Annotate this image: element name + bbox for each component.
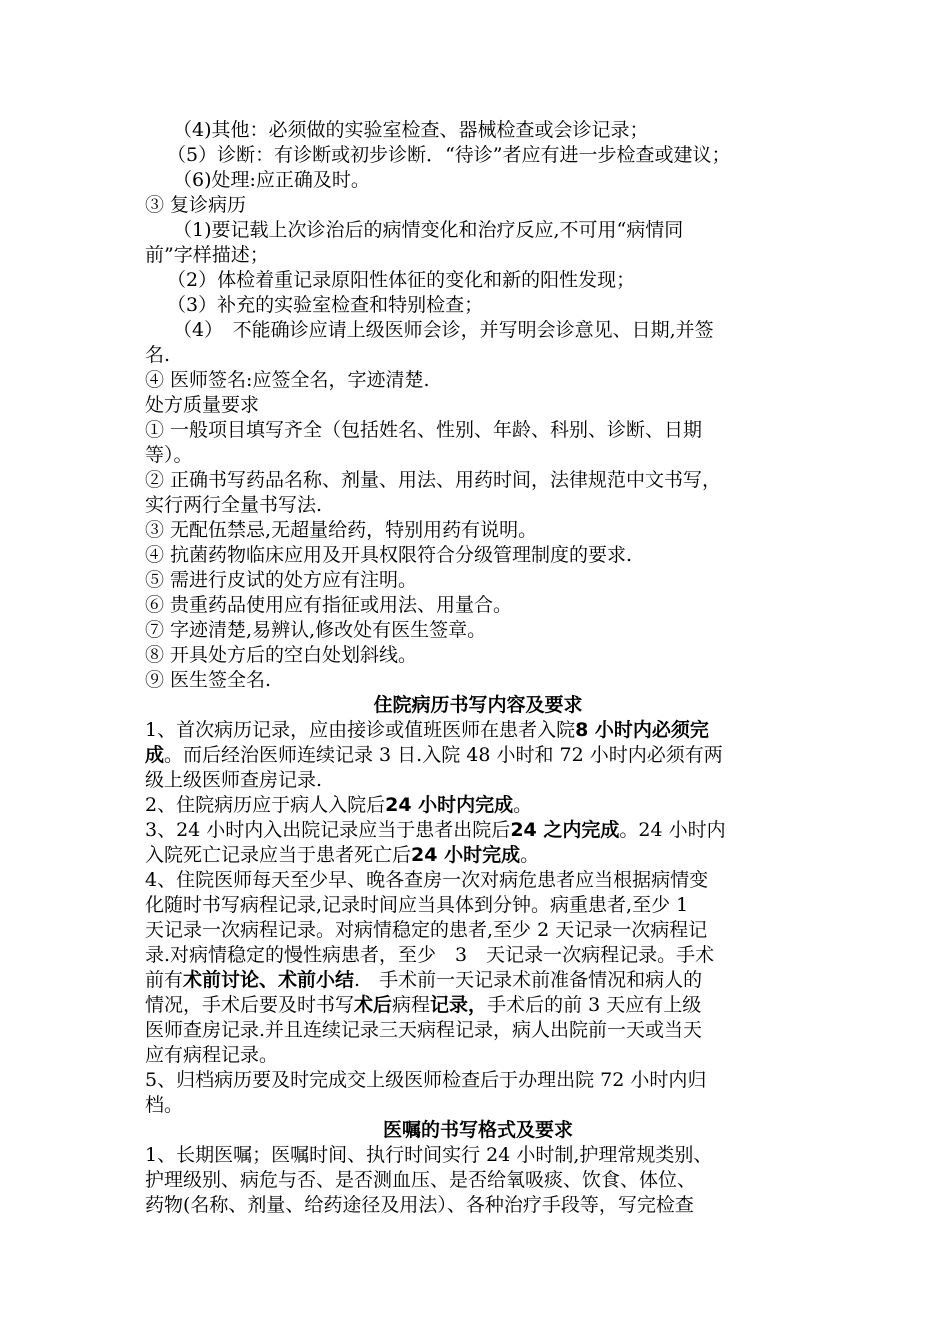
text-line: 级上级医师查房记录. <box>145 769 323 791</box>
text-line: ⑦ 字迹清楚,易辨认,修改处有医生签章。 <box>145 619 487 641</box>
text-line: 天记录一次病程记录。对病情稳定的患者,至少 2 天记录一次病程记 <box>145 919 708 941</box>
text-line: 护理级别、病危与否、是否测血压、是否给氧吸痰、饮食、体位、 <box>145 1169 697 1191</box>
text-line: ⑧ 开具处方后的空白处划斜线。 <box>145 644 418 666</box>
text-line: 应有病程记录。 <box>145 1044 279 1066</box>
section-title: 医嘱的书写格式及要求 <box>382 1119 573 1141</box>
bold-text: 术前讨论、术前小结 <box>183 969 355 991</box>
text-span: 情况，手术后要及时书写 <box>145 994 355 1016</box>
text-line <box>145 818 811 843</box>
text-line: （3）补充的实验室检查和特别检查； <box>167 294 484 316</box>
text-span: 入院死亡记录应当于患者死亡后 <box>145 844 412 866</box>
bold-text: 24 小时完成 <box>411 844 521 866</box>
section-title: 住院病历书写内容及要求 <box>373 694 583 716</box>
text-span: 病程 <box>392 994 431 1016</box>
text-line: 档。 <box>145 1094 184 1116</box>
bold-text: 术后 <box>354 994 393 1016</box>
text-line: 录.对病情稳定的慢性病患者，至少 3 天记录一次病程记录。手术 <box>145 944 715 966</box>
text-line: 处方质量要求 <box>145 394 260 416</box>
text-span: 1、首次病历记录，应由接诊或值班医师在患者入院 <box>145 719 576 741</box>
text-line: （1)要记载上次诊治后的病情变化和治疗反应,不可用“病情同 <box>173 219 684 241</box>
text-span: 3、24 小时内入出院记录应当于患者出院后 <box>145 819 511 841</box>
text-line: ③ 无配伍禁忌,无超量给药，特别用药有说明。 <box>145 519 538 541</box>
text-line: ④ 抗菌药物临床应用及开具权限符合分级管理制度的要求. <box>145 544 633 566</box>
bold-text: 24 小时内完成 <box>385 794 514 816</box>
text-line: ⑤ 需进行皮试的处方应有注明。 <box>145 569 418 591</box>
text-span: 2、住院病历应于病人入院后 <box>145 794 386 816</box>
document-page <box>145 118 811 1218</box>
text-span: 。24 小时内 <box>619 819 726 841</box>
text-line: 前”字样描述； <box>145 244 269 266</box>
text-line: （6)处理:应正确及时。 <box>173 169 370 191</box>
text-line: 等）。 <box>145 444 193 466</box>
text-line: 名. <box>145 344 171 366</box>
text-line: （2）体检着重记录原阳性体征的变化和新的阳性发现； <box>167 269 636 291</box>
text-line: 实行两行全量书写法. <box>145 494 323 516</box>
bold-text: 记录， <box>430 994 488 1016</box>
text-line <box>145 793 811 818</box>
text-line <box>145 718 811 743</box>
text-line: （4)其他：必须做的实验室检查、器械检查或会诊记录； <box>173 119 649 141</box>
text-span: 。 <box>513 794 533 816</box>
text-line: ① 一般项目填写齐全（包括姓名、性别、年龄、科别、诊断、日期 <box>145 419 703 441</box>
text-span: . 手术前一天记录术前准备情况和病人的 <box>354 969 703 991</box>
text-line <box>145 743 811 768</box>
text-line: ④ 医师签名:应签全名，字迹清楚. <box>145 369 430 391</box>
text-line: ⑨ 医生签全名. <box>145 669 272 691</box>
text-line: ② 正确书写药品名称、剂量、用法、用药时间，法律规范中文书写， <box>145 469 722 491</box>
text-line: （5）诊断：有诊断或初步诊断．“待诊”者应有进一步检查或建议； <box>167 144 731 166</box>
text-line: （4） 不能确诊应请上级医师会诊，并写明会诊意见、日期,并签 <box>173 319 714 341</box>
text-line: 1、长期医嘱；医嘱时间、执行时间实行 24 小时制,护理常规类别、 <box>145 1144 713 1166</box>
bold-text: 成 <box>145 744 165 766</box>
text-span: 。 <box>520 844 540 866</box>
text-span: 前有 <box>145 969 184 991</box>
text-line: ⑥ 贵重药品使用应有指征或用法、用量合。 <box>145 594 513 616</box>
text-span: 。而后经治医师连续记录 3 日.入院 48 小时和 72 小时内必须有两 <box>164 744 723 766</box>
text-span: 手术后的前 3 天应有上级 <box>487 994 702 1016</box>
bold-text: 8 小时内必须完 <box>575 719 709 741</box>
text-line <box>145 993 811 1018</box>
text-line: 药物(名称、剂量、给药途径及用法）、各种治疗手段等，写完检查 <box>145 1194 694 1216</box>
bold-text: 24 之内完成 <box>510 819 620 841</box>
text-line: 4、住院医师每天至少早、晚各查房一次对病危患者应当根据病情变 <box>145 869 709 891</box>
text-line: 化随时书写病程记录,记录时间应当具体到分钟。病重患者,至少 1 <box>145 894 689 916</box>
text-line <box>145 968 811 993</box>
text-line: 医师查房记录.并且连续记录三天病程记录，病人出院前一天或当天 <box>145 1019 703 1041</box>
text-line: ③ 复诊病历 <box>145 194 247 216</box>
text-line <box>145 843 811 868</box>
text-line: 5、归档病历要及时完成交上级医师检查后于办理出院 72 小时内归 <box>145 1069 707 1091</box>
